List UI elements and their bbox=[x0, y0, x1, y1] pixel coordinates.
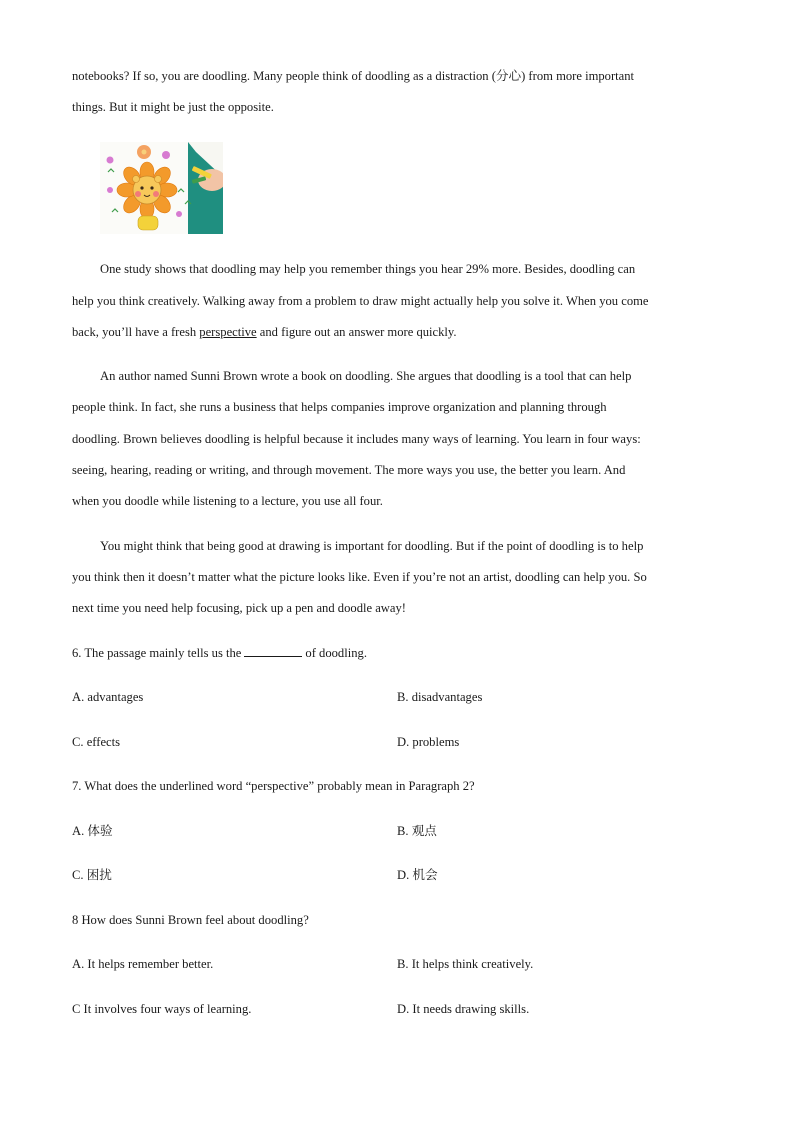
passage-line: when you doodle while listening to a lecture, you use all four. bbox=[72, 494, 383, 508]
question-stem: 7. What does the underlined word “perspective” probably mean in Paragraph 2? bbox=[72, 779, 475, 793]
passage-line: One study shows that doodling may help you remember things you hear 29% more. Besides, doodling can bbox=[100, 262, 636, 276]
answer-blank bbox=[244, 645, 302, 657]
passage-line: doodling. Brown believes doodling is helpful because it includes many ways of learning. You learn in four ways: bbox=[72, 432, 641, 446]
option-b: B. 观点 bbox=[397, 824, 437, 838]
passage-line: next time you need help focusing, pick up a pen and doodle away! bbox=[72, 601, 406, 615]
passage-line bbox=[72, 324, 732, 340]
option-c: C It involves four ways of learning. bbox=[72, 1002, 252, 1016]
question-stem bbox=[72, 645, 732, 661]
passage-line: people think. In fact, she runs a business that helps companies improve organization and planning through bbox=[72, 400, 607, 414]
passage-line: things. But it might be just the opposite. bbox=[72, 100, 274, 114]
option-c: C. effects bbox=[72, 735, 121, 749]
question-text: 6. The passage mainly tells us the bbox=[72, 646, 242, 660]
option-d: D. It needs drawing skills. bbox=[397, 1002, 530, 1016]
passage-line: notebooks? If so, you are doodling. Many people think of doodling as a distraction (分心) from more important bbox=[72, 69, 635, 83]
question-text: of doodling. bbox=[305, 646, 367, 660]
option-a: A. 体验 bbox=[72, 824, 113, 838]
passage-line: You might think that being good at drawing is important for doodling. But if the point of doodling is to help bbox=[100, 539, 644, 553]
underlined-word: perspective bbox=[199, 325, 257, 339]
passage-text: back, you’ll have a fresh bbox=[72, 325, 200, 339]
option-a: A. It helps remember better. bbox=[72, 957, 214, 971]
option-b: B. It helps think creatively. bbox=[397, 957, 534, 971]
option-b: B. disadvantages bbox=[397, 690, 483, 704]
option-d: D. 机会 bbox=[397, 868, 438, 882]
option-c: C. 困扰 bbox=[72, 868, 112, 882]
passage-text: and figure out an answer more quickly. bbox=[256, 325, 457, 339]
passage-line: An author named Sunni Brown wrote a book on doodling. She argues that doodling is a tool that can help bbox=[100, 369, 632, 383]
option-d: D. problems bbox=[397, 735, 460, 749]
option-a: A. advantages bbox=[72, 690, 144, 704]
passage-line: help you think creatively. Walking away from a problem to draw might actually help you solve it. When you come bbox=[72, 294, 649, 308]
question-stem: 8 How does Sunni Brown feel about doodling? bbox=[72, 913, 309, 927]
passage-line: seeing, hearing, reading or writing, and through movement. The more ways you use, the better you learn. And bbox=[72, 463, 626, 477]
passage-line: you think then it doesn’t matter what the picture looks like. Even if you’re not an artist, doodling can help you. So bbox=[72, 570, 647, 584]
lion-sunflower-coloring-icon bbox=[100, 142, 223, 234]
